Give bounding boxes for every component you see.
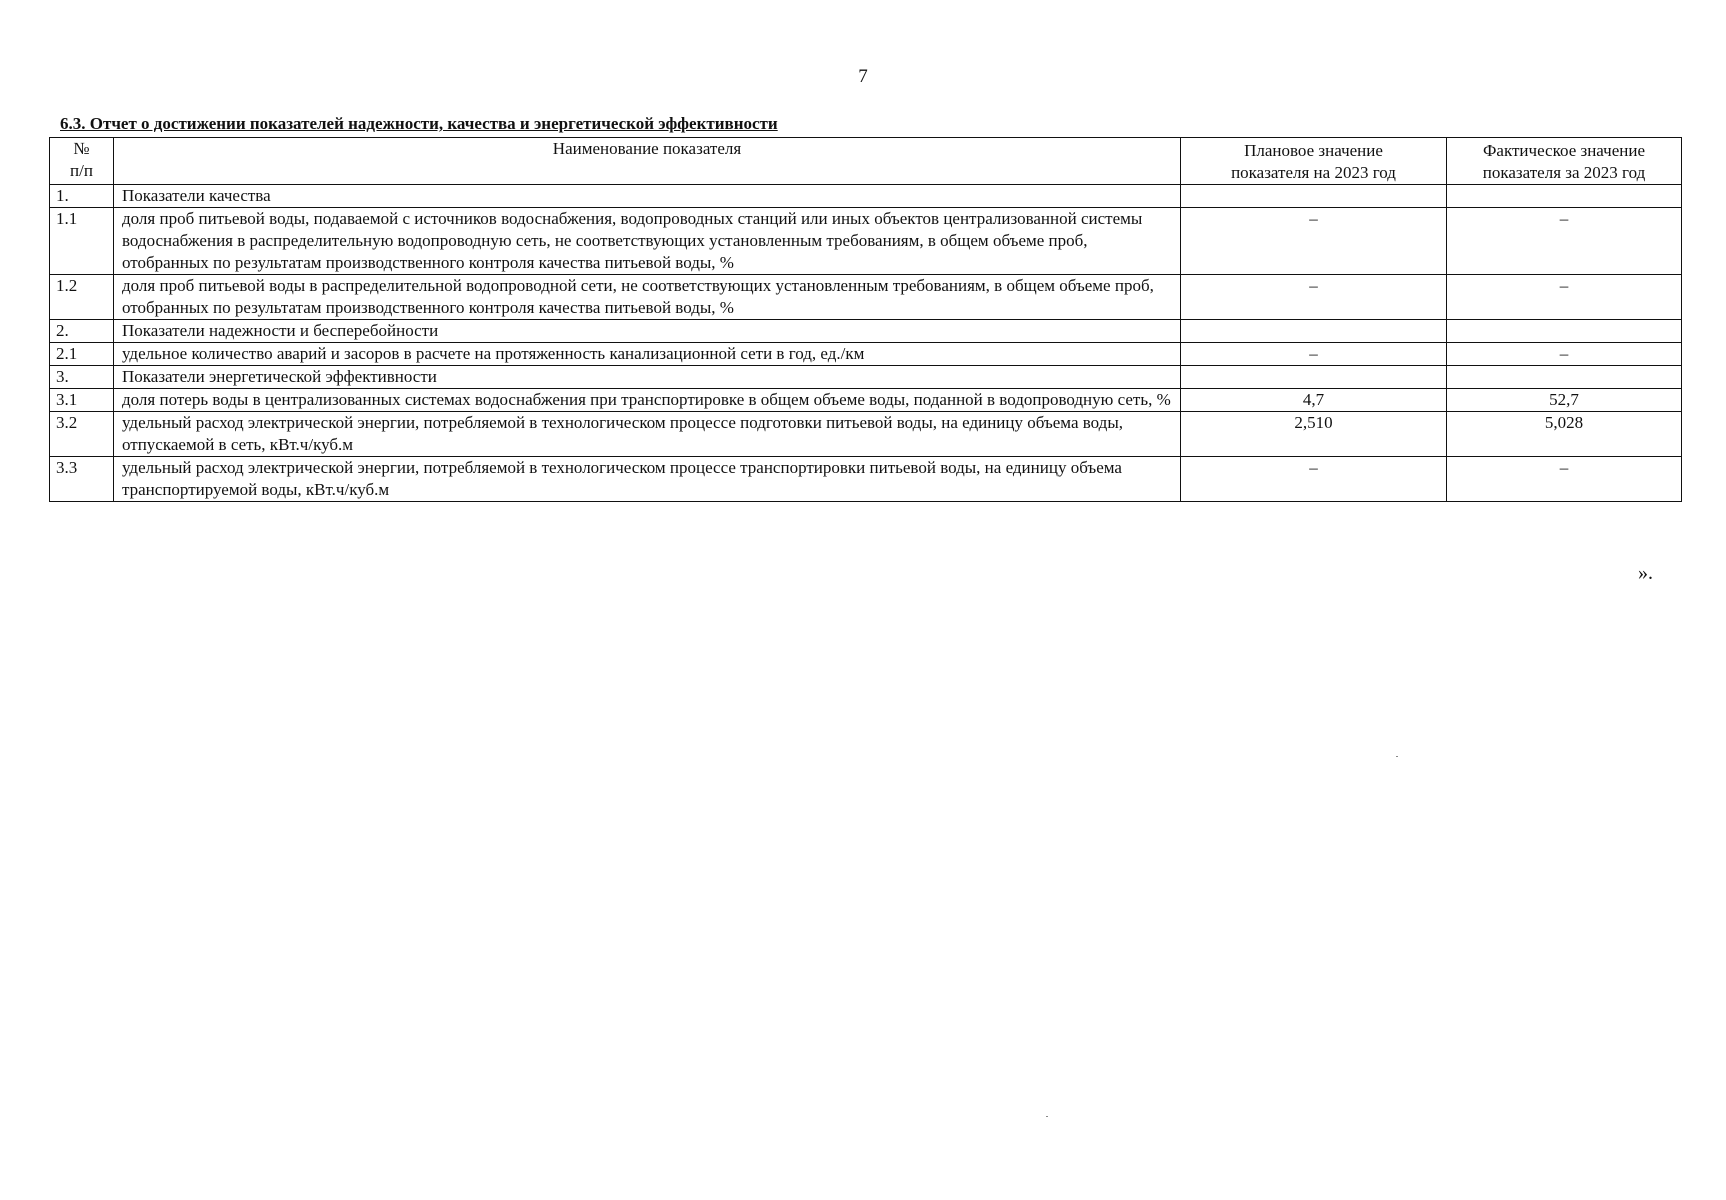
header-plan-line1: Плановое значение [1244,141,1383,160]
closing-quote: ». [1638,562,1653,584]
table-row [50,366,1682,389]
table-header [50,138,1682,185]
header-plan-line2: показателя на 2023 год [1231,163,1396,182]
row-number: 1.2 [50,275,114,320]
header-plan [1181,138,1447,185]
row-name: доля проб питьевой воды в распределительной водопроводной сети, не соответствующих установленным требованиям, в общем объеме проб, отобранных по результатам производственного контроля качества питьевой воды, % [114,275,1181,320]
row-fact-value: 5,028 [1447,412,1682,457]
row-plan-value [1181,366,1447,389]
table-body [50,185,1682,502]
row-fact-value: – [1447,457,1682,502]
row-number: 2.1 [50,343,114,366]
row-name: удельное количество аварий и засоров в расчете на протяженность канализационной сети в год, ед./км [114,343,1181,366]
table-row [50,275,1682,320]
table-row [50,320,1682,343]
row-name: удельный расход электрической энергии, потребляемой в технологическом процессе транспортировки питьевой воды, на единицу объема транспортируемой воды, кВт.ч/куб.м [114,457,1181,502]
scan-speck [1396,756,1398,757]
row-number: 3. [50,366,114,389]
row-plan-value [1181,320,1447,343]
header-num [50,138,114,185]
indicators-table [49,137,1682,502]
header-row [50,138,1682,185]
row-name: удельный расход электрической энергии, потребляемой в технологическом процессе подготовки питьевой воды, на единицу объема воды, отпускаемой в сеть, кВт.ч/куб.м [114,412,1181,457]
row-number: 3.1 [50,389,114,412]
header-fact-line2: показателя за 2023 год [1482,163,1646,182]
table-row [50,389,1682,412]
row-number: 3.3 [50,457,114,502]
row-name: доля потерь воды в централизованных системах водоснабжения при транспортировке в общем объеме воды, поданной в водопроводную сеть, % [114,389,1181,412]
row-fact-value: 52,7 [1447,389,1682,412]
page-number: 7 [858,66,868,87]
row-name: доля проб питьевой воды, подаваемой с источников водоснабжения, водопроводных станций или иных объектов централизованной системы водоснабжения в распределительную водопроводную сеть, не соответствующих установленным требованиям, в общем объеме проб, отобранных по результатам производственного контроля качества питьевой воды, % [114,208,1181,275]
header-num-line1: № [73,139,90,158]
row-fact-value: – [1447,208,1682,275]
row-plan-value: – [1181,457,1447,502]
row-number: 1.1 [50,208,114,275]
row-name: Показатели надежности и бесперебойности [114,320,1181,343]
header-num-line2: п/п [70,161,93,180]
row-plan-value: 4,7 [1181,389,1447,412]
row-plan-value: – [1181,343,1447,366]
row-plan-value: – [1181,275,1447,320]
row-name: Показатели энергетической эффективности [114,366,1181,389]
row-fact-value: – [1447,343,1682,366]
row-fact-value [1447,320,1682,343]
scan-speck [1046,1116,1048,1117]
table-row [50,185,1682,208]
row-plan-value: – [1181,208,1447,275]
row-fact-value [1447,366,1682,389]
table-row [50,343,1682,366]
row-number: 2. [50,320,114,343]
header-fact [1447,138,1682,185]
table-row [50,208,1682,275]
row-fact-value: – [1447,275,1682,320]
row-name: Показатели качества [114,185,1181,208]
header-fact-line1: Фактическое значение [1482,141,1645,160]
table-row [50,457,1682,502]
table-row [50,412,1682,457]
row-number: 1. [50,185,114,208]
row-number: 3.2 [50,412,114,457]
section-title: 6.3. Отчет о достижении показателей надежности, качества и энергетической эффективности [60,114,778,133]
header-name: Наименование показателя [114,138,1181,185]
row-fact-value [1447,185,1682,208]
row-plan-value: 2,510 [1181,412,1447,457]
row-plan-value [1181,185,1447,208]
